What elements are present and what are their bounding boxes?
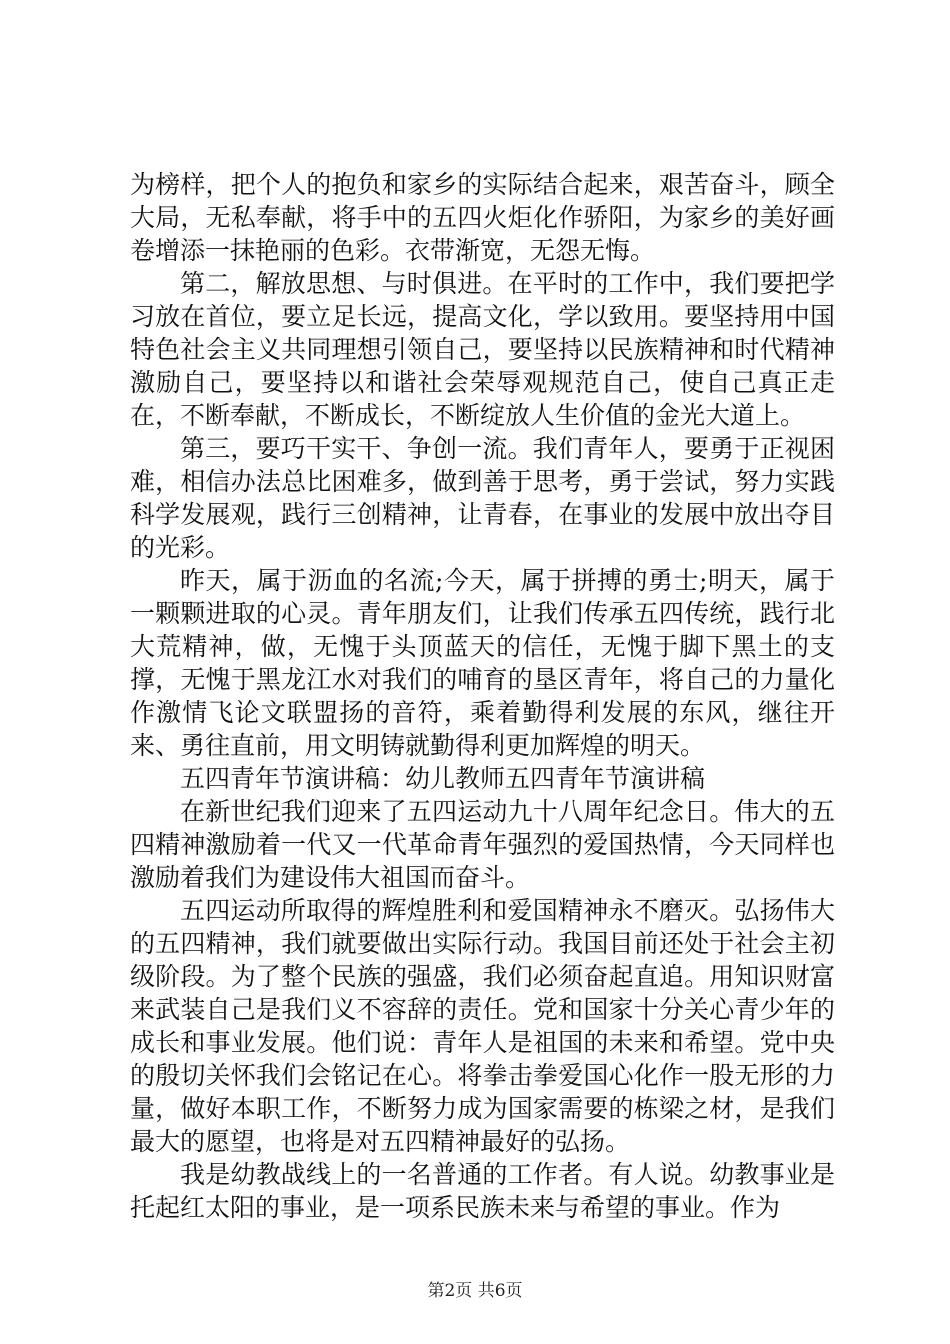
paragraph-spirit: 五四运动所取得的辉煌胜利和爱国精神永不磨灭。弘扬伟大的五四精神，我们就要做出实际行动。我国目前还处于社会主初级阶段。为了整个民族的强盛，我们必须奋起直追。用知识财富来武装自己是我们义不容辞的责任。党和国家十分关心青少年的成长和事业发展。他们说：青年人是祖国的未来和希望。党中央的殷切关怀我们会铭记在心。将拳击拳爱国心化作一股无形的力量，做好本职工作，不断努力成为国家需要的栋梁之材，是我们最大的愿望，也将是对五四精神最好的弘扬。 bbox=[130, 896, 835, 1156]
paragraph-continuation: 为榜样，把个人的抱负和家乡的实际结合起来，艰苦奋斗，顾全大局，无私奉献，将手中的五四火炬化作骄阳，为家乡的美好画卷增添一抹艳丽的色彩。衣带渐宽，无怨无悔。 bbox=[130, 170, 835, 265]
section-heading: 五四青年节演讲稿：幼儿教师五四青年节演讲稿 bbox=[180, 764, 706, 793]
page-number-footer: 第2页 共6页 bbox=[427, 1281, 523, 1301]
paragraph-point-three: 第三，要巧干实干、争创一流。我们青年人，要勇于正视困难，相信办法总比困难多，做到善于思考，勇于尝试，努力实践科学发展观，践行三创精神，让青春，在事业的发展中放出夺目的光彩。 bbox=[130, 434, 835, 562]
paragraph-point-two: 第二，解放思想、与时俱进。在平时的工作中，我们要把学习放在首位，要立足长远，提高文化，学以致用。要坚持用中国特色社会主义共同理想引领自己，要坚持以民族精神和时代精神激励自己，要坚持以和谐社会荣辱观规范自己，使自己真正走在，不断奉献，不断成长，不断绽放人生价值的金光大道上。 bbox=[130, 269, 835, 430]
paragraph-teacher: 我是幼教战线上的一名普通的工作者。有人说。幼教事业是托起红太阳的事业，是一项系民族未来与希望的事业。作为 bbox=[130, 1160, 835, 1222]
paragraph-closing: 昨天，属于沥血的名流;今天，属于拼搏的勇士;明天，属于一颗颗进取的心灵。青年朋友们，让我们传承五四传统，践行北大荒精神，做，无愧于头顶蓝天的信任，无愧于脚下黑土的支撑，无愧于黑龙江水对我们的哺育的垦区青年，将自己的力量化作激情飞论文联盟扬的音符，乘着勤得利发展的东风，继往开来、勇往直前，用文明铸就勤得利更加辉煌的明天。 bbox=[130, 566, 835, 760]
paragraph-intro: 在新世纪我们迎来了五四运动九十八周年纪念日。伟大的五四精神激励着一代又一代革命青年强烈的爱国热情，今天同样也激励着我们为建设伟大祖国而奋斗。 bbox=[130, 797, 835, 892]
document-body bbox=[130, 168, 835, 1224]
